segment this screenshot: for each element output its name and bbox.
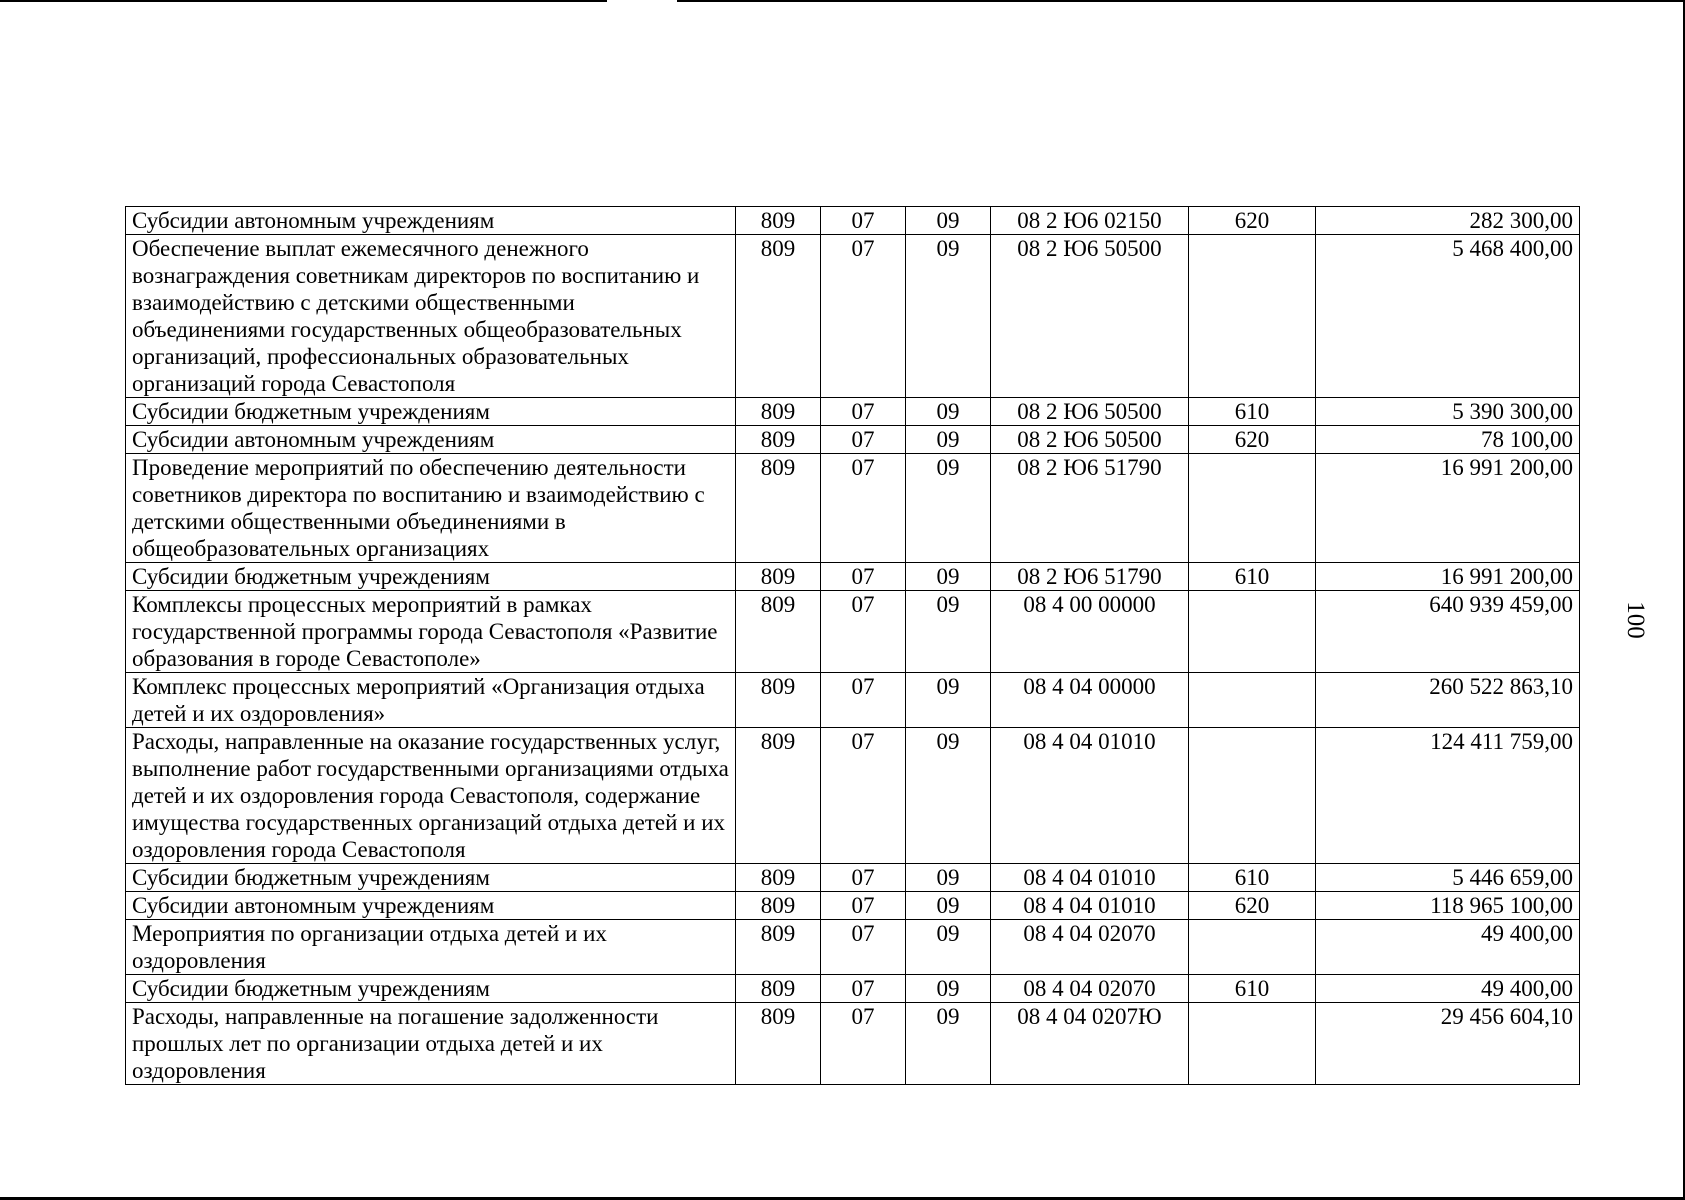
- section-code-cell: 07: [821, 1003, 906, 1085]
- expense-type-cell: [1189, 454, 1316, 563]
- row-name-cell: Субсидии автономным учреждениям: [126, 207, 736, 235]
- ved-code-cell: 809: [736, 454, 821, 563]
- ved-code-cell: 809: [736, 673, 821, 728]
- budget-table: [125, 206, 1580, 1085]
- row-name-cell: Обеспечение выплат ежемесячного денежного вознаграждения советникам директоров по воспитанию и взаимодействию с детскими общественными объединениями государственных общеобразовательных организаций, профессиональных образовательных организаций города Севастополя: [126, 235, 736, 398]
- subsection-code-cell: 09: [906, 673, 991, 728]
- table-row: [126, 454, 1580, 563]
- expense-type-cell: 620: [1189, 207, 1316, 235]
- table-row: [126, 1003, 1580, 1085]
- table-row: [126, 563, 1580, 591]
- subsection-code-cell: 09: [906, 454, 991, 563]
- subsection-code-cell: 09: [906, 728, 991, 864]
- section-code-cell: 07: [821, 591, 906, 673]
- subsection-code-cell: 09: [906, 591, 991, 673]
- ved-code-cell: 809: [736, 398, 821, 426]
- section-code-cell: 07: [821, 975, 906, 1003]
- page-number: 100: [1621, 601, 1649, 639]
- section-code-cell: 07: [821, 728, 906, 864]
- row-name-cell: Расходы, направленные на оказание государственных услуг, выполнение работ государственными организациями отдыха детей и их оздоровления города Севастополя, содержание имущества государственных организаций отдыха детей и их оздоровления города Севастополя: [126, 728, 736, 864]
- row-name-cell: Субсидии бюджетным учреждениям: [126, 975, 736, 1003]
- section-code-cell: 07: [821, 892, 906, 920]
- target-article-cell: 08 4 04 01010: [991, 864, 1189, 892]
- subsection-code-cell: 09: [906, 426, 991, 454]
- target-article-cell: 08 4 00 00000: [991, 591, 1189, 673]
- target-article-cell: 08 4 04 01010: [991, 892, 1189, 920]
- row-name-cell: Проведение мероприятий по обеспечению деятельности советников директора по воспитанию и взаимодействию с детскими общественными объединениями в общеобразовательных организациях: [126, 454, 736, 563]
- ved-code-cell: 809: [736, 728, 821, 864]
- target-article-cell: 08 2 Ю6 51790: [991, 563, 1189, 591]
- row-name-cell: Субсидии бюджетным учреждениям: [126, 864, 736, 892]
- expense-type-cell: 610: [1189, 975, 1316, 1003]
- target-article-cell: 08 4 04 02070: [991, 920, 1189, 975]
- amount-cell: 5 468 400,00: [1316, 235, 1580, 398]
- row-name-cell: Мероприятия по организации отдыха детей и их оздоровления: [126, 920, 736, 975]
- expense-type-cell: 610: [1189, 864, 1316, 892]
- table-body: [126, 207, 1580, 1085]
- amount-cell: 260 522 863,10: [1316, 673, 1580, 728]
- table-row: [126, 673, 1580, 728]
- target-article-cell: 08 2 Ю6 02150: [991, 207, 1189, 235]
- subsection-code-cell: 09: [906, 563, 991, 591]
- expense-type-cell: [1189, 728, 1316, 864]
- subsection-code-cell: 09: [906, 920, 991, 975]
- expense-type-cell: 620: [1189, 892, 1316, 920]
- table-row: [126, 398, 1580, 426]
- section-code-cell: 07: [821, 398, 906, 426]
- amount-cell: 49 400,00: [1316, 920, 1580, 975]
- table-row: [126, 728, 1580, 864]
- target-article-cell: 08 4 04 00000: [991, 673, 1189, 728]
- row-name-cell: Субсидии бюджетным учреждениям: [126, 563, 736, 591]
- subsection-code-cell: 09: [906, 975, 991, 1003]
- row-name-cell: Субсидии бюджетным учреждениям: [126, 398, 736, 426]
- ved-code-cell: 809: [736, 591, 821, 673]
- expense-type-cell: 620: [1189, 426, 1316, 454]
- section-code-cell: 07: [821, 673, 906, 728]
- ved-code-cell: 809: [736, 892, 821, 920]
- table-row: [126, 426, 1580, 454]
- subsection-code-cell: 09: [906, 892, 991, 920]
- subsection-code-cell: 09: [906, 864, 991, 892]
- row-name-cell: Комплексы процессных мероприятий в рамках государственной программы города Севастополя «Развитие образования в городе Севастополе»: [126, 591, 736, 673]
- section-code-cell: 07: [821, 920, 906, 975]
- expense-type-cell: [1189, 235, 1316, 398]
- section-code-cell: 07: [821, 454, 906, 563]
- ved-code-cell: 809: [736, 975, 821, 1003]
- amount-cell: 16 991 200,00: [1316, 454, 1580, 563]
- target-article-cell: 08 4 04 02070: [991, 975, 1189, 1003]
- row-name-cell: Комплекс процессных мероприятий «Организация отдыха детей и их оздоровления»: [126, 673, 736, 728]
- section-code-cell: 07: [821, 563, 906, 591]
- amount-cell: 49 400,00: [1316, 975, 1580, 1003]
- target-article-cell: 08 2 Ю6 51790: [991, 454, 1189, 563]
- section-code-cell: 07: [821, 426, 906, 454]
- section-code-cell: 07: [821, 207, 906, 235]
- section-code-cell: 07: [821, 864, 906, 892]
- row-name-cell: Субсидии автономным учреждениям: [126, 426, 736, 454]
- row-name-cell: Субсидии автономным учреждениям: [126, 892, 736, 920]
- ved-code-cell: 809: [736, 563, 821, 591]
- expense-type-cell: 610: [1189, 398, 1316, 426]
- table-row: [126, 892, 1580, 920]
- expense-type-cell: [1189, 591, 1316, 673]
- subsection-code-cell: 09: [906, 1003, 991, 1085]
- amount-cell: 5 446 659,00: [1316, 864, 1580, 892]
- expense-type-cell: [1189, 920, 1316, 975]
- subsection-code-cell: 09: [906, 235, 991, 398]
- subsection-code-cell: 09: [906, 207, 991, 235]
- target-article-cell: 08 2 Ю6 50500: [991, 235, 1189, 398]
- target-article-cell: 08 2 Ю6 50500: [991, 398, 1189, 426]
- ved-code-cell: 809: [736, 920, 821, 975]
- target-article-cell: 08 4 04 0207Ю: [991, 1003, 1189, 1085]
- amount-cell: 16 991 200,00: [1316, 563, 1580, 591]
- table-row: [126, 207, 1580, 235]
- expense-type-cell: [1189, 1003, 1316, 1085]
- scan-border-top: [0, 0, 607, 2]
- amount-cell: 5 390 300,00: [1316, 398, 1580, 426]
- ved-code-cell: 809: [736, 1003, 821, 1085]
- ved-code-cell: 809: [736, 426, 821, 454]
- subsection-code-cell: 09: [906, 398, 991, 426]
- ved-code-cell: 809: [736, 207, 821, 235]
- ved-code-cell: 809: [736, 864, 821, 892]
- target-article-cell: 08 2 Ю6 50500: [991, 426, 1189, 454]
- ved-code-cell: 809: [736, 235, 821, 398]
- table-row: [126, 864, 1580, 892]
- section-code-cell: 07: [821, 235, 906, 398]
- table-row: [126, 920, 1580, 975]
- table-row: [126, 235, 1580, 398]
- amount-cell: 78 100,00: [1316, 426, 1580, 454]
- scan-border-top: [677, 0, 1685, 2]
- expense-type-cell: [1189, 673, 1316, 728]
- amount-cell: 282 300,00: [1316, 207, 1580, 235]
- amount-cell: 118 965 100,00: [1316, 892, 1580, 920]
- table-row: [126, 975, 1580, 1003]
- amount-cell: 29 456 604,10: [1316, 1003, 1580, 1085]
- table-row: [126, 591, 1580, 673]
- expense-type-cell: 610: [1189, 563, 1316, 591]
- amount-cell: 640 939 459,00: [1316, 591, 1580, 673]
- row-name-cell: Расходы, направленные на погашение задолженности прошлых лет по организации отдыха детей и их оздоровления: [126, 1003, 736, 1085]
- target-article-cell: 08 4 04 01010: [991, 728, 1189, 864]
- amount-cell: 124 411 759,00: [1316, 728, 1580, 864]
